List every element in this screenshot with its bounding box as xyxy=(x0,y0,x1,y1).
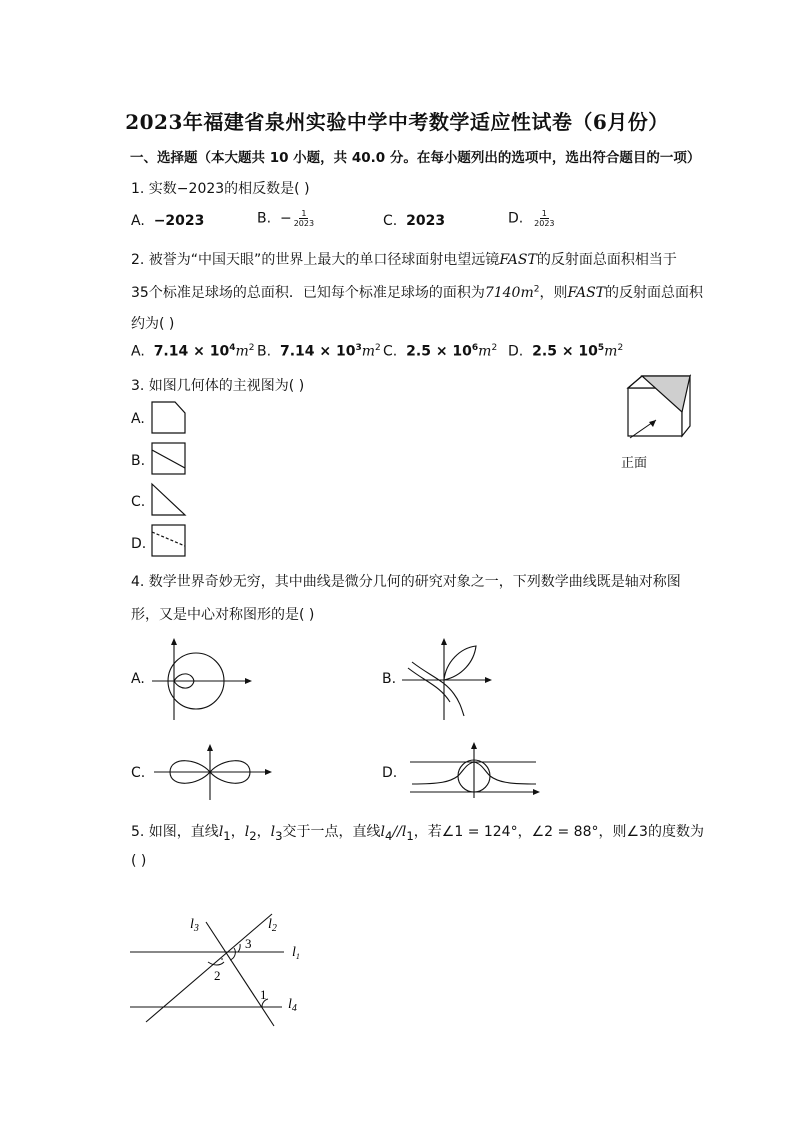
q2-option-a[interactable] xyxy=(131,343,254,360)
fraction xyxy=(294,209,314,228)
q1-option-b[interactable] xyxy=(257,209,314,228)
option-sign: − xyxy=(279,210,292,227)
option-label: D. xyxy=(508,343,524,360)
subscript: 1 xyxy=(223,828,231,843)
math-value: 7140 xyxy=(484,285,521,301)
q3-option-d-label[interactable]: D. xyxy=(131,536,147,552)
unit-exponent: 2 xyxy=(491,343,498,353)
option-exponent: 4 xyxy=(229,343,236,353)
q3-option-a-label[interactable]: A. xyxy=(131,411,145,427)
math-unit: m xyxy=(520,285,534,301)
option-unit: m xyxy=(361,343,376,360)
option-label: B. xyxy=(257,210,272,227)
label-l2: $l_2$ xyxy=(268,917,277,934)
option-label: A. xyxy=(131,343,145,360)
q5-line-1 xyxy=(131,821,704,843)
text: ，若 xyxy=(413,824,442,840)
label-angle-1: 1 xyxy=(260,987,267,1002)
text: 交于一点，直线 xyxy=(282,824,381,840)
q1-option-d[interactable] xyxy=(508,209,555,228)
q3-option-b-label[interactable]: B. xyxy=(131,453,146,469)
math-parallel: // xyxy=(392,824,402,840)
q1-stem: 1. 实数−2023的相反数是( ) xyxy=(131,181,310,197)
q2-option-c[interactable] xyxy=(383,343,497,360)
option-exponent: 3 xyxy=(355,343,362,353)
option-label: C. xyxy=(383,343,398,360)
q3-option-c-label[interactable]: C. xyxy=(131,494,146,510)
q1-option-a[interactable] xyxy=(131,213,204,229)
q4-option-a-label[interactable]: A. xyxy=(131,671,145,687)
fraction-numerator: 1 xyxy=(541,209,547,218)
option-base: 2.5 × 10 xyxy=(406,343,472,360)
label-l3: $l_3$ xyxy=(190,917,199,934)
q4-line-1: 4. 数学世界奇妙无穷，其中曲线是微分几何的研究对象之一，下列数学曲线既是轴对称图 xyxy=(131,574,681,590)
label-l1: $l_1$ xyxy=(292,945,300,961)
q1-option-c[interactable] xyxy=(383,213,445,229)
q2-option-b[interactable] xyxy=(257,343,381,360)
fraction-numerator: 1 xyxy=(301,209,307,218)
subscript: 1 xyxy=(406,828,414,843)
option-label: C. xyxy=(383,213,398,229)
math-l: l xyxy=(380,824,386,840)
option-base: 7.14 × 10 xyxy=(279,343,356,360)
unit-exponent: 2 xyxy=(375,343,381,353)
q4-option-b-label[interactable]: B. xyxy=(382,671,397,687)
text: 5. 如图，直线 xyxy=(131,824,219,840)
q4-option-c-figure[interactable] xyxy=(150,742,280,802)
label-angle-3: 3 xyxy=(245,936,252,951)
fraction xyxy=(534,209,554,228)
q4-line-2: 形，又是中心对称图形的是( ) xyxy=(131,607,315,623)
option-label: B. xyxy=(257,343,272,360)
front-view-label: 正面 xyxy=(621,456,648,471)
q3-option-d-figure[interactable] xyxy=(151,524,187,558)
option-base: 2.5 × 10 xyxy=(532,343,598,360)
q2-line-2 xyxy=(131,282,703,302)
subscript: 2 xyxy=(249,828,257,843)
unit-exponent: 2 xyxy=(533,284,540,295)
q4-option-b-figure[interactable] xyxy=(400,636,496,722)
fraction-denominator: 2023 xyxy=(293,219,315,228)
page-title: 2023年福建省泉州实验中学中考数学适应性试卷（6月份） xyxy=(125,110,669,134)
text: 35个标准足球场的总面积．已知每个标准足球场的面积为 xyxy=(131,285,485,301)
q2-option-d[interactable] xyxy=(508,343,623,360)
math-l: l xyxy=(244,824,250,840)
text: ，则 xyxy=(539,285,568,301)
text: ， xyxy=(230,824,245,840)
text: ，则∠3的度数为 xyxy=(598,824,704,840)
text: ， xyxy=(256,824,271,840)
text: 2. 被誉为“中国天眼”的世界上最大的单口径球面射电望远镜 xyxy=(131,252,500,268)
option-label: A. xyxy=(131,213,145,229)
q3-option-a-figure[interactable] xyxy=(151,401,187,435)
q4-option-c-label[interactable]: C. xyxy=(131,765,146,781)
option-exponent: 6 xyxy=(471,343,479,353)
label-angle-2: 2 xyxy=(214,968,221,983)
math-l: l xyxy=(218,824,224,840)
q2-line-1 xyxy=(131,249,677,269)
text: 的反射面总面积 xyxy=(605,285,704,301)
math-l: l xyxy=(401,824,407,840)
q3-solid-figure xyxy=(620,372,694,440)
math-fast: FAST xyxy=(499,252,537,268)
option-label: D. xyxy=(508,210,524,227)
option-exponent: 5 xyxy=(597,343,605,353)
option-unit: m xyxy=(235,343,249,360)
text: ， xyxy=(517,824,532,840)
option-unit: m xyxy=(478,343,492,360)
subscript: 4 xyxy=(385,828,393,843)
q3-stem: 3. 如图几何体的主视图为( ) xyxy=(131,378,305,394)
math-angle: ∠2 = 88° xyxy=(531,824,599,840)
option-value: −2023 xyxy=(153,213,205,229)
option-value: 2023 xyxy=(406,213,446,229)
subscript: 3 xyxy=(275,828,283,843)
math-fast: FAST xyxy=(567,285,606,301)
q3-option-b-figure[interactable] xyxy=(151,442,187,476)
unit-exponent: 2 xyxy=(617,343,624,353)
unit-exponent: 2 xyxy=(248,343,255,353)
q2-line-3: 约为( ) xyxy=(131,316,175,332)
q5-geometry-figure xyxy=(126,908,326,1028)
fraction-denominator: 2023 xyxy=(534,219,555,228)
q4-option-d-label[interactable]: D. xyxy=(382,765,398,781)
q5-line-2: ( ) xyxy=(131,853,147,869)
option-base: 7.14 × 10 xyxy=(153,343,230,360)
text: 的反射面总面积相当于 xyxy=(536,252,677,268)
math-l: l xyxy=(270,824,276,840)
q3-option-c-figure[interactable] xyxy=(151,483,187,517)
label-l4: $l_4$ xyxy=(288,997,297,1014)
section-heading: 一、选择题（本大题共 10 小题，共 40.0 分。在每小题列出的选项中，选出符合题目的一项） xyxy=(130,150,701,166)
q4-option-a-figure[interactable] xyxy=(150,636,254,722)
option-unit: m xyxy=(604,343,618,360)
math-angle: ∠1 = 124° xyxy=(441,824,518,840)
q4-option-d-figure[interactable] xyxy=(400,740,546,800)
